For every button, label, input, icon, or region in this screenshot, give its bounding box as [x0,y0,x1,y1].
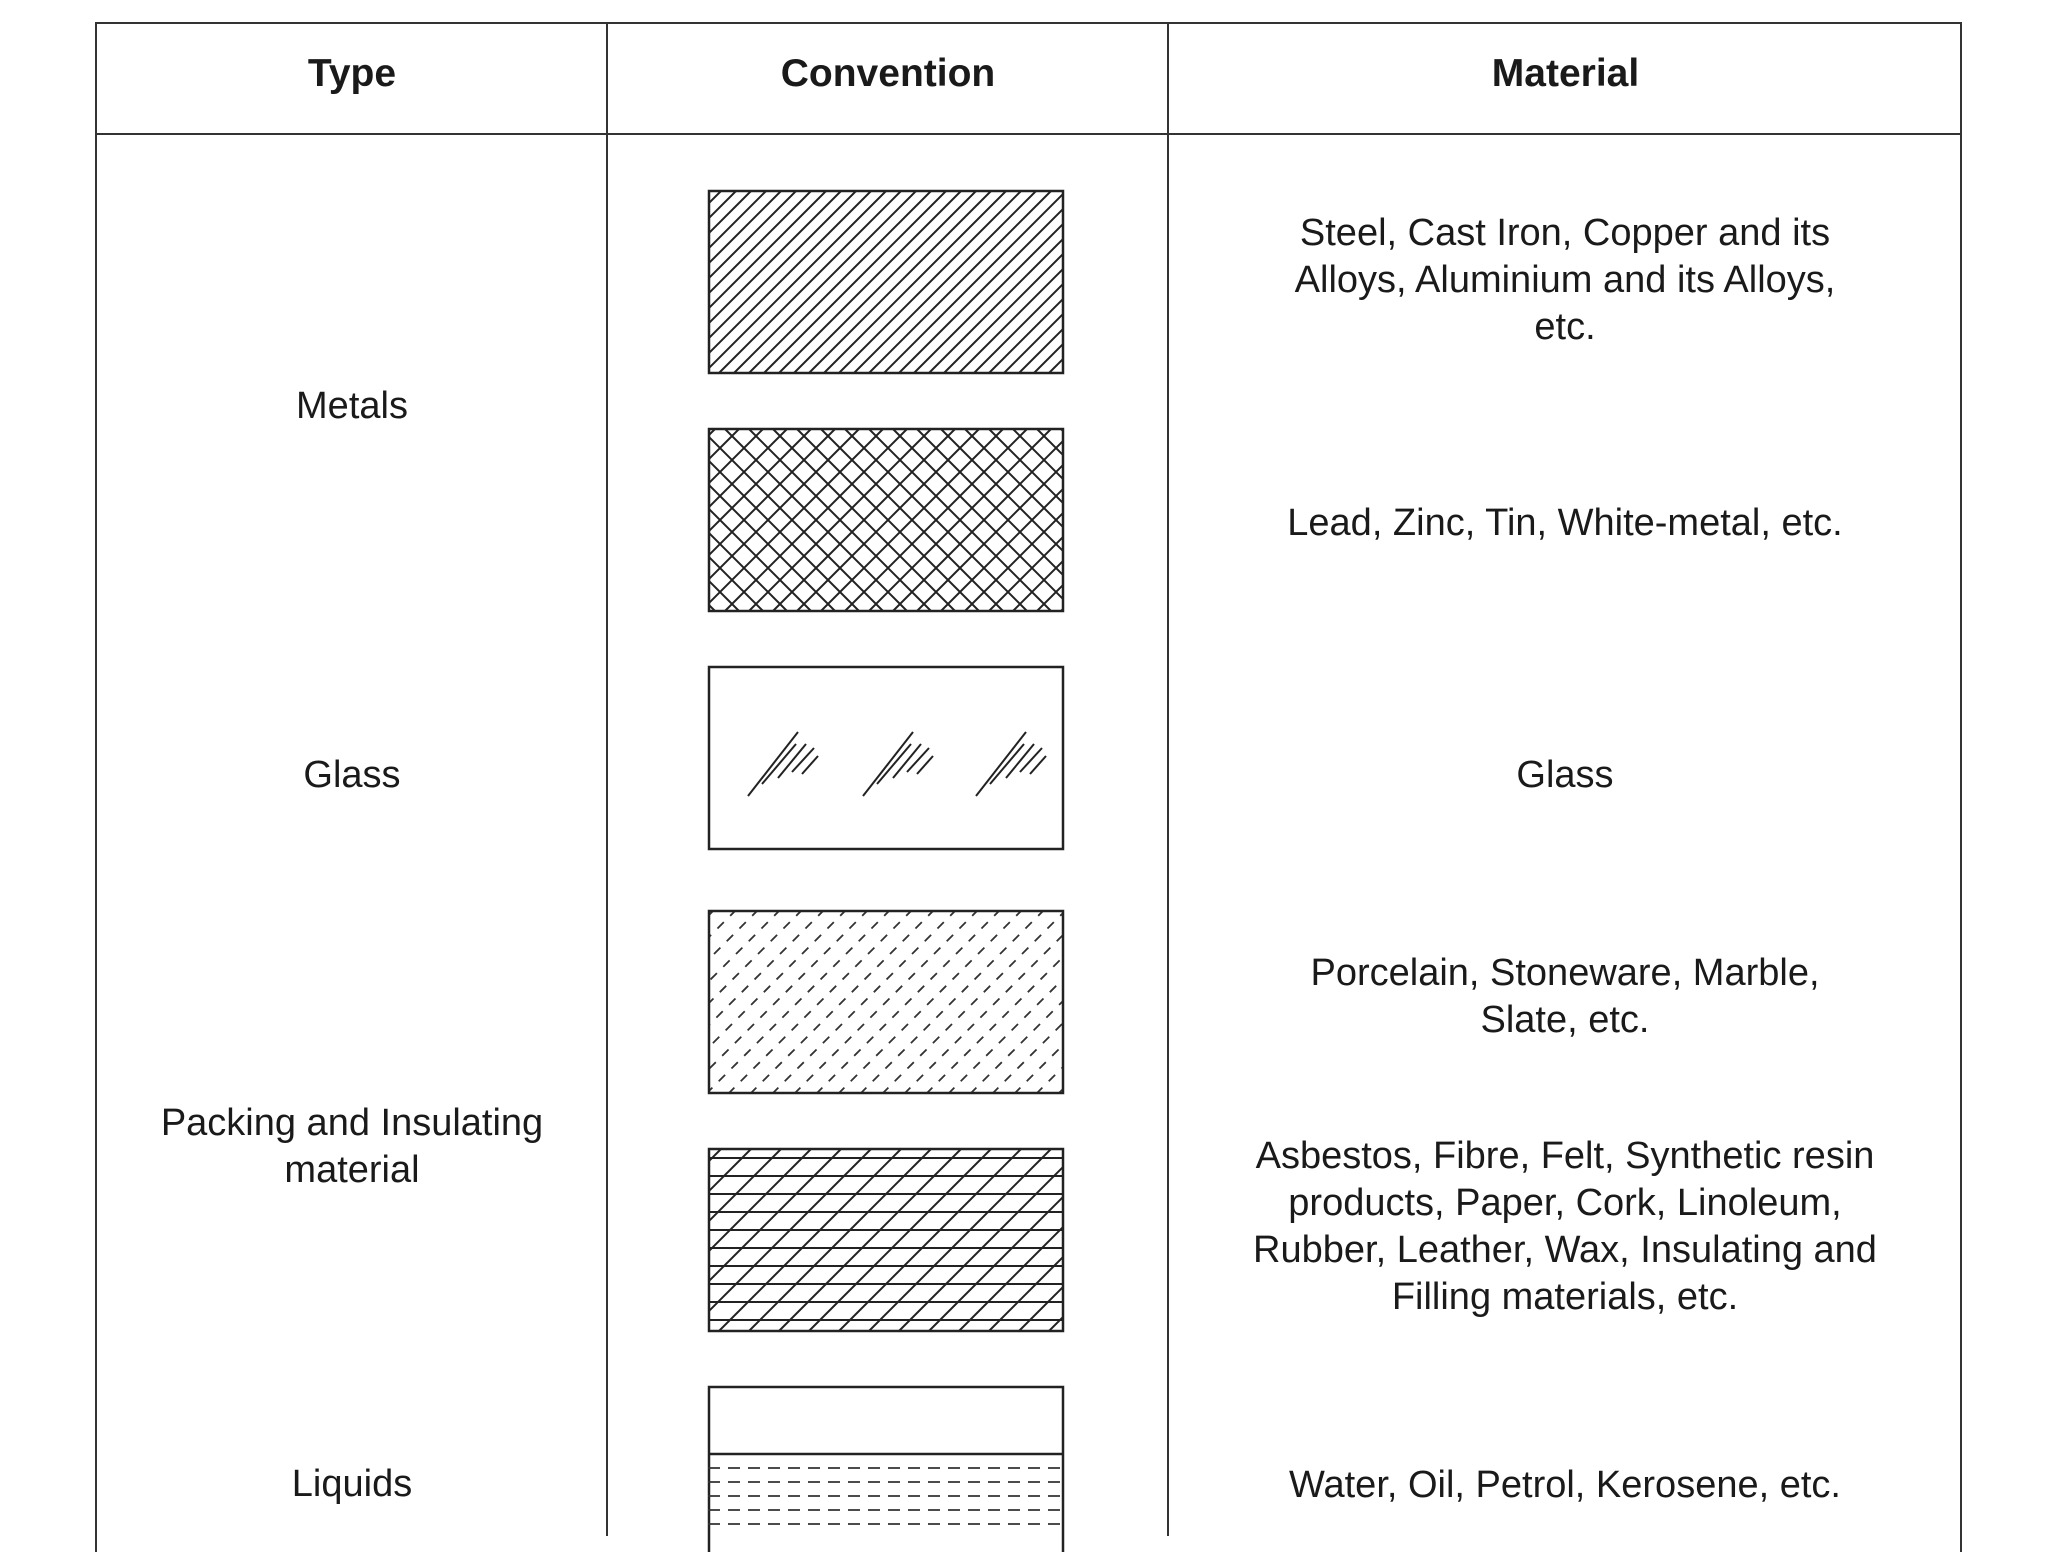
type-liquids: Liquids [291,1463,413,1505]
dashed-diagonal-swatch [708,910,1064,1094]
header-material: Material [1491,52,1640,95]
material-liquids: Water, Oil, Petrol, Kerosene, etc. [1289,1464,1841,1506]
material-ferrous-metals: Steel, Cast Iron, Copper and its Alloys, Aluminium and its Alloys, etc. [1294,212,1836,348]
type-metals: Metals [296,385,408,427]
header-type: Type [307,52,397,95]
type-packing-insulating: Packing and Insulating material [160,1102,544,1191]
cross-hatch-swatch [708,428,1064,612]
header-convention: Convention [780,52,996,95]
header-divider [95,133,1962,135]
liquid-swatch [708,1386,1064,1536]
type-glass: Glass [303,754,401,796]
glass-swatch [708,666,1064,850]
material-insulating: Asbestos, Fibre, Felt, Synthetic resin products, Paper, Cork, Linoleum, Rubber, Leather, Wax, Insulating and Filling materials, etc. [1253,1135,1877,1318]
single-hatch-swatch [708,190,1064,374]
material-soft-metals: Lead, Zinc, Tin, White-metal, etc. [1287,502,1843,544]
material-ceramics: Porcelain, Stoneware, Marble, Slate, etc. [1310,952,1820,1041]
column-divider [1167,22,1169,1536]
material-glass: Glass [1516,754,1614,796]
horizontal-diagonal-hatch-swatch [708,1148,1064,1332]
